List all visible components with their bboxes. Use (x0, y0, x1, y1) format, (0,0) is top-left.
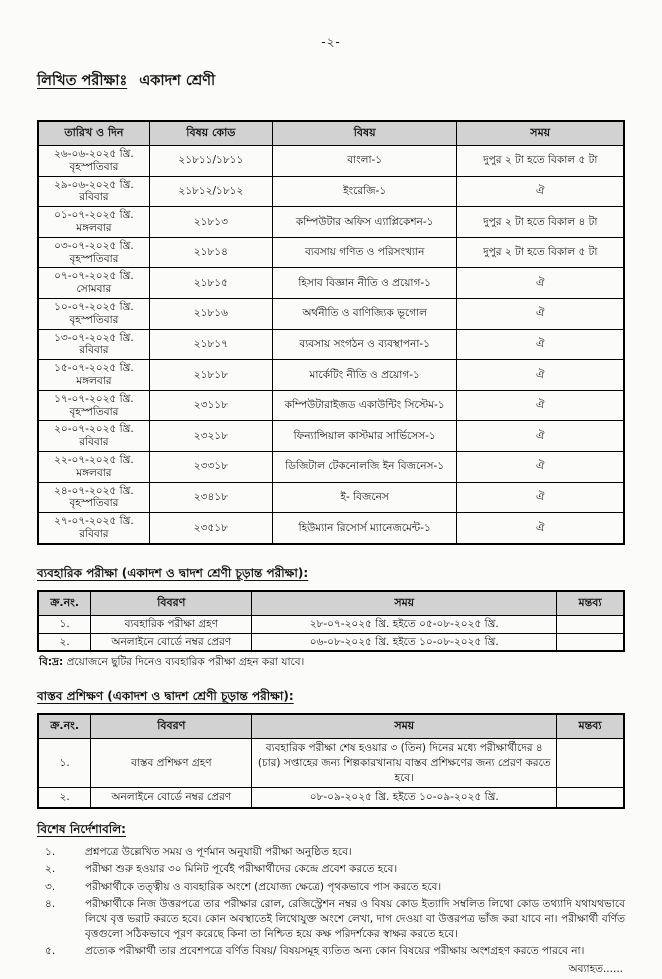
time-cell: ঐ (457, 513, 624, 544)
serial-cell: ১. (38, 739, 91, 788)
date-day-cell (38, 207, 149, 238)
page-number: -২- (321, 35, 341, 49)
subject-code-cell: ২৩৩১৮ (149, 451, 272, 482)
table-row (38, 739, 624, 788)
table-row (38, 615, 624, 633)
exam-day: রবিবার (79, 191, 109, 204)
exam-date: ২৯-০৬-২০২৫ খ্রি. (54, 178, 134, 191)
exam-date: ১৫-০৭-২০২৫ খ্রি. (54, 362, 134, 375)
date-day-cell (38, 176, 149, 207)
exam-day: বৃহস্পতিবার (69, 497, 119, 510)
remark-cell (557, 633, 624, 651)
exam-day: মঙ্গলবার (76, 221, 112, 234)
time-cell: ঐ (457, 482, 624, 513)
instruction-item (37, 845, 625, 860)
exam-date: ১৩-০৭-২০২৫ খ্রি. (54, 331, 134, 344)
exam-day: মঙ্গলবার (76, 466, 112, 479)
subject-cell: মার্কেটিং নীতি ও প্রয়োগ-১ (272, 360, 457, 391)
subject-code-cell: ২১৮১১/১৮১১ (149, 146, 272, 177)
exam-day: বৃহস্পতিবার (69, 160, 119, 173)
table-header-row (38, 121, 624, 146)
written-exam-heading (37, 70, 625, 94)
instruction-item (37, 897, 625, 943)
exam-date: ০১-০৭-২০২৫ খ্রি. (54, 209, 134, 222)
subject-cell: অর্থনীতি ও বাণিজ্যিক ভূগোল (272, 298, 457, 329)
date-day-cell (38, 390, 149, 421)
subject-cell: ব্যবসায় গণিত ও পরিসংখ্যান (272, 237, 457, 268)
exam-date: ২৪-০৭-২০২৫ খ্রি. (54, 484, 134, 497)
date-day-cell (38, 268, 149, 299)
date-day-cell (38, 298, 149, 329)
header-serial: ক্র.নং. (38, 714, 91, 739)
time-cell: দুপুর ২ টা হতে বিকাল ৫ টা (457, 146, 624, 177)
instruction-item (37, 944, 625, 959)
written-exam-heading-class: একাদশ শ্রেণী (139, 73, 216, 89)
table-row (38, 207, 624, 238)
table-header-row (38, 714, 624, 739)
subject-code-cell: ২৩১১৮ (149, 390, 272, 421)
exam-date: ২২-০৭-২০২৫ খ্রি. (54, 453, 134, 466)
practical-exam-table-body (38, 615, 624, 651)
time-cell: দুপুর ২ টা হতে বিকাল ৫ টা (457, 237, 624, 268)
practical-training-heading: বাস্তব প্রশিক্ষণ (একাদশ ও দ্বাদশ শ্রেণী চূড়ান্ত পরীক্ষা): (37, 689, 294, 704)
exam-date: ২০-০৭-২০২৫ খ্রি. (54, 423, 134, 436)
exam-day: বৃহস্পতিবার (69, 313, 119, 326)
time-cell: ঐ (457, 421, 624, 452)
table-row (38, 146, 624, 177)
table-row (38, 176, 624, 207)
written-exam-table-body (38, 146, 624, 544)
written-exam-schedule-table (37, 120, 625, 545)
header-remark: মন্তব্য (557, 714, 624, 739)
time-cell: ব্যবহারিক পরীক্ষা শেষ হওয়ার ৩ (তিন) দিনের মধ্যে পরীক্ষার্থীদের ৪ (চার) সপ্তাহের জন্য শিল্পকারখানায় বাস্তব প্রশিক্ষণের জন্য প্রেরণ করতে হবে। (252, 739, 557, 788)
exam-day: বৃহস্পতিবার (69, 405, 119, 418)
exam-date: ০৩-০৭-২০২৫ খ্রি. (54, 239, 134, 252)
instruction-number: ২. (45, 863, 56, 876)
exam-date: ২৬-০৬-২০২৫ খ্রি. (54, 148, 134, 160)
subject-code-cell: ২৩২১৮ (149, 421, 272, 452)
serial-cell: ২. (38, 633, 91, 651)
exam-day: সোমবার (76, 283, 112, 296)
subject-cell: ডিজিটাল টেকনোলজি ইন বিজনেস-১ (272, 451, 457, 482)
instruction-text: প্রত্যেক পরীক্ষার্থী তার প্রবেশপত্রে বর্ণিত বিষয়/ বিষয়সমূহ ব্যতিত অন্য কোন বিষয়ের পরীক্ষায় অংশগ্রহণ করতে পারবে না। (85, 945, 585, 958)
date-day-cell (38, 360, 149, 391)
time-cell: ঐ (457, 176, 624, 207)
subject-code-cell: ২৩৫১৮ (149, 513, 272, 544)
date-day-cell (38, 146, 149, 177)
table-row (38, 390, 624, 421)
instruction-number: ৪. (45, 897, 56, 910)
subject-code-cell: ২৩৪১৮ (149, 482, 272, 513)
header-time: সময় (252, 714, 557, 739)
exam-day: বৃহস্পতিবার (69, 252, 119, 265)
exam-day: মঙ্গলবার (76, 374, 112, 387)
time-cell: ঐ (457, 360, 624, 391)
date-day-cell (38, 482, 149, 513)
subject-cell: বাংলা-১ (272, 146, 457, 177)
subject-cell: হিউম্যান রিসোর্স ম্যানেজমেন্ট-১ (272, 513, 457, 544)
instruction-number: ১. (45, 846, 56, 859)
table-row (38, 268, 624, 299)
table-row (38, 633, 624, 651)
header-description: বিবরণ (91, 591, 252, 616)
instruction-item (37, 862, 625, 877)
remark-cell (557, 615, 624, 633)
instruction-number: ৫. (45, 945, 56, 958)
exam-day: রবিবার (79, 527, 109, 540)
subject-code-cell: ২১৮১৮ (149, 360, 272, 391)
practical-exam-heading: ব্যবহারিক পরীক্ষা (একাদশ ও দ্বাদশ শ্রেণী চূড়ান্ত পরীক্ষা): (37, 565, 309, 580)
table-header-row (38, 591, 624, 616)
description-cell: ব্যবহারিক পরীক্ষা গ্রহণ (91, 615, 252, 633)
note-label: বি:দ্র: (39, 656, 64, 669)
time-cell: ২৮-০৭-২০২৫ খ্রি. হইতে ০৫-০৮-২০২৫ খ্রি. (252, 615, 557, 633)
time-cell: দুপুর ২ টা হতে বিকাল ৪ টা (457, 207, 624, 238)
instruction-number: ৩. (45, 880, 56, 893)
instruction-text: প্রশ্নপত্রে উল্লেখিত সময় ও পূর্ণমান অনুযায়ী পরীক্ষা অনুষ্ঠিত হবে। (85, 846, 352, 859)
subject-cell: কম্পিউটার অফিস এ্যাপ্লিকেশন-১ (272, 207, 457, 238)
subject-cell: ফিন্যান্সিয়াল কাস্টমার সার্ভিসেস-১ (272, 421, 457, 452)
instruction-text: পরীক্ষা শুরু হওয়ার ৩০ মিনিট পূর্বেই পরীক্ষার্থীদের কেন্দ্রে প্রবেশ করতে হবে। (85, 863, 398, 876)
practical-training-table-body (38, 739, 624, 808)
remark-cell (557, 739, 624, 788)
time-cell: ০৮-০৯-২০২৫ খ্রি. হইতে ১০-০৯-২০২৫ খ্রি. (252, 788, 557, 808)
table-row (38, 298, 624, 329)
subject-code-cell: ২১৮১৭ (149, 329, 272, 360)
remark-cell (557, 788, 624, 808)
table-row (38, 360, 624, 391)
table-row (38, 482, 624, 513)
exam-day: রবিবার (79, 344, 109, 357)
header-time: সময় (252, 591, 557, 616)
time-cell: ঐ (457, 329, 624, 360)
date-day-cell (38, 451, 149, 482)
description-cell: অনলাইনে বোর্ডে নম্বর প্রেরণ (91, 633, 252, 651)
header-remark: মন্তব্য (557, 591, 624, 616)
table-row (38, 329, 624, 360)
exam-day: রবিবার (79, 436, 109, 449)
practical-exam-note (37, 655, 625, 672)
table-row (38, 421, 624, 452)
special-instructions-heading: বিশেষ নির্দেশাবলি: (37, 822, 126, 837)
table-row (38, 788, 624, 808)
date-day-cell (38, 329, 149, 360)
header-serial: ক্র.নং. (38, 591, 91, 616)
time-cell: ঐ (457, 390, 624, 421)
table-row (38, 237, 624, 268)
table-row (38, 513, 624, 544)
instruction-text: পরীক্ষার্থীকে নিজ উত্তরপত্রে তার পরীক্ষার রোল, রেজিস্ট্রেশন নম্বর ও বিষয় কোড ইত্যাদি সম্বলিত লিথো কোড তথ্যাদি যথাযথভাবে লিখে বৃত্ত ভরাট করতে হবে। কোন অবস্থাতেই লিথোযুক্ত অংশে লেখা, দাগ দেওয়া বা উত্তরপত্র ভাঁজ করা যাবে না। পরীক্ষার্থী বর্ণিত বৃত্তগুলো সঠিকভাবে পূরণ করেছে কিনা তা নিশ্চিত হয়ে কক্ষ পরিদর্শকের স্বাক্ষর করতে হবে। (85, 897, 625, 941)
instruction-item (37, 880, 625, 895)
practical-training-table (37, 713, 625, 809)
practical-exam-table (37, 590, 625, 653)
subject-code-cell: ২১৮১৫ (149, 268, 272, 299)
subject-code-cell: ২১৮১৩ (149, 207, 272, 238)
subject-cell: ই- বিজনেস (272, 482, 457, 513)
date-day-cell (38, 513, 149, 544)
practical-training-table-header (38, 714, 624, 739)
serial-cell: ২. (38, 788, 91, 808)
exam-date: ০৭-০৭-২০২৫ খ্রি. (54, 270, 134, 283)
table-row (38, 451, 624, 482)
time-cell: ঐ (457, 451, 624, 482)
serial-cell: ১. (38, 615, 91, 633)
header-date-day: তারিখ ও দিন (38, 121, 149, 146)
time-cell: ঐ (457, 268, 624, 299)
special-instructions-list (37, 845, 625, 960)
header-subject-code: বিষয় কোড (149, 121, 272, 146)
exam-date: ২৭-০৭-২০২৫ খ্রি. (54, 515, 134, 528)
subject-code-cell: ২১৮১৬ (149, 298, 272, 329)
header-description: বিবরণ (91, 714, 252, 739)
date-day-cell (38, 237, 149, 268)
time-cell: ঐ (457, 298, 624, 329)
exam-date: ১০-০৭-২০২৫ খ্রি. (54, 300, 134, 313)
header-time: সময় (457, 121, 624, 146)
description-cell: অনলাইনে বোর্ডে নম্বর প্রেরণ (91, 788, 252, 808)
time-cell: ০৬-০৮-২০২৫ খ্রি. হইতে ১০-০৮-২০২৫ খ্রি. (252, 633, 557, 651)
description-cell: বাস্তব প্রশিক্ষণ গ্রহণ (91, 739, 252, 788)
exam-date: ১৭-০৭-২০২৫ খ্রি. (54, 392, 134, 405)
subject-cell: ব্যবসায় সংগঠন ও ব্যবস্থাপনা-১ (272, 329, 457, 360)
note-text: প্রয়োজনে ছুটির দিনেও ব্যবহারিক পরীক্ষা গ্রহন করা যাবে। (66, 656, 305, 669)
practical-exam-table-header (38, 591, 624, 616)
instruction-text: পরীক্ষার্থীকে তত্ত্বীয় ও ব্যবহারিক অংশে (প্রযোজ্য ক্ষেত্রে) পৃথকভাবে পাস করতে হবে। (85, 880, 442, 893)
continued-label: অব্যাহত...... (568, 962, 623, 975)
subject-cell: ইংরেজি-১ (272, 176, 457, 207)
written-exam-heading-label: লিখিত পরীক্ষাঃ (37, 73, 128, 89)
subject-cell: হিসাব বিজ্ঞান নীতি ও প্রয়োগ-১ (272, 268, 457, 299)
header-subject: বিষয় (272, 121, 457, 146)
subject-cell: কম্পিউটারাইজড একাউন্টিং সিস্টেম-১ (272, 390, 457, 421)
subject-code-cell: ২১৮১৪ (149, 237, 272, 268)
date-day-cell (38, 421, 149, 452)
written-exam-table-header (38, 121, 624, 146)
subject-code-cell: ২১৮১২/১৮১২ (149, 176, 272, 207)
